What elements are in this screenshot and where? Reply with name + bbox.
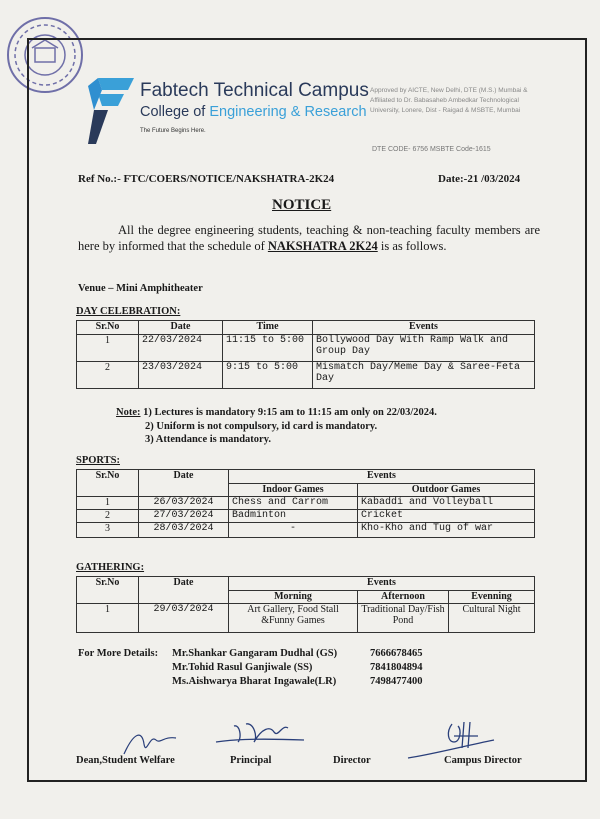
contact-row: For More Details: Mr.Shankar Gangaram Dudhal (GS) 7666678465 <box>78 648 423 659</box>
table-header: Sr.No <box>77 577 139 604</box>
signatory-dean: Dean,Student Welfare <box>76 755 175 766</box>
notes-block: Note: 1) Lectures is mandatory 9:15 am to 11:15 am only on 22/03/2024. 2) Uniform is not compulsory, id card is mandatory. 3) Attendance is mandatory. <box>116 407 437 445</box>
table-subheader: Outdoor Games <box>358 484 535 497</box>
table-header: Events <box>313 321 535 335</box>
college-name: Fabtech Technical Campus <box>140 80 369 101</box>
table-header: Events <box>229 577 535 591</box>
dte-codes: DTE CODE- 6756 MSBTE Code-1615 <box>372 146 491 153</box>
table-header: Time <box>223 321 313 335</box>
table-header: Date <box>139 321 223 335</box>
sports-table <box>76 469 535 538</box>
table-row: 2 23/03/2024 9:15 to 5:00 Mismatch Day/Meme Day & Saree-Feta Day <box>77 362 535 389</box>
note-label: Note: <box>116 407 141 418</box>
college-subtitle: College of Engineering & Research <box>140 104 367 120</box>
notice-date: Date:-21 /03/2024 <box>438 173 521 185</box>
day-celebration-heading: DAY CELEBRATION: <box>76 306 181 317</box>
table-subheader: Afternoon <box>358 591 449 604</box>
table-subheader: Indoor Games <box>229 484 358 497</box>
table-header: Date <box>139 470 229 497</box>
table-row: 3 28/03/2024 - Kho-Kho and Tug of war <box>77 523 535 538</box>
table-header: Sr.No <box>77 470 139 497</box>
fabtech-logo-icon <box>88 76 134 146</box>
tagline: The Future Begins Here. <box>140 128 206 134</box>
college-name-block <box>140 80 370 134</box>
contact-row: Ms.Aishwarya Bharat Ingawale(LR) 7498477400 <box>172 676 423 687</box>
event-name: NAKSHATRA 2K24 <box>267 239 378 253</box>
gathering-heading: GATHERING: <box>76 562 145 573</box>
day-celebration-table <box>76 320 535 389</box>
table-header: Date <box>139 577 229 604</box>
signature-icon <box>120 728 180 758</box>
sports-heading: SPORTS: <box>76 455 120 466</box>
table-row: 1 22/03/2024 11:15 to 5:00 Bollywood Day With Ramp Walk and Group Day <box>77 335 535 362</box>
notice-title: NOTICE <box>272 197 332 213</box>
table-row: 2 27/03/2024 Badminton Cricket <box>77 510 535 523</box>
table-header: Sr.No <box>77 321 139 335</box>
table-subheader: Morning <box>229 591 358 604</box>
signatory-principal: Principal <box>230 755 272 766</box>
signatory-campus-director: Campus Director <box>444 755 522 766</box>
approval-text: Approved by AICTE, New Delhi, DTE (M.S.) Mumbai & Affiliated to Dr. Babasaheb Ambedkar Technological University, Lonere, Dist - Raigad & MSBTE, Mumbai <box>370 87 528 114</box>
signatory-director: Director <box>333 755 371 766</box>
reference-number: Ref No.:- FTC/COERS/NOTICE/NAKSHATRA-2K24 <box>78 173 335 185</box>
table-row: 1 26/03/2024 Chess and Carrom Kabaddi and Volleyball <box>77 497 535 510</box>
table-subheader: Evenning <box>449 591 535 604</box>
table-header: Events <box>229 470 535 484</box>
contact-row: Mr.Tohid Rasul Ganjiwale (SS) 7841804894 <box>172 662 423 673</box>
contact-details <box>78 647 423 689</box>
signature-icon <box>210 718 310 754</box>
table-row: 1 29/03/2024 Art Gallery, Food Stall &Funny Games Traditional Day/Fish Pond Cultural Night <box>77 604 535 633</box>
venue: Venue – Mini Amphitheater <box>78 283 203 294</box>
contact-label: For More Details: <box>78 648 159 659</box>
notice-body: All the degree engineering students, teaching & non-teaching faculty members are here by informed that the schedule of NAKSHATRA 2K24 is as follows. <box>78 223 540 253</box>
gathering-table <box>76 576 535 633</box>
